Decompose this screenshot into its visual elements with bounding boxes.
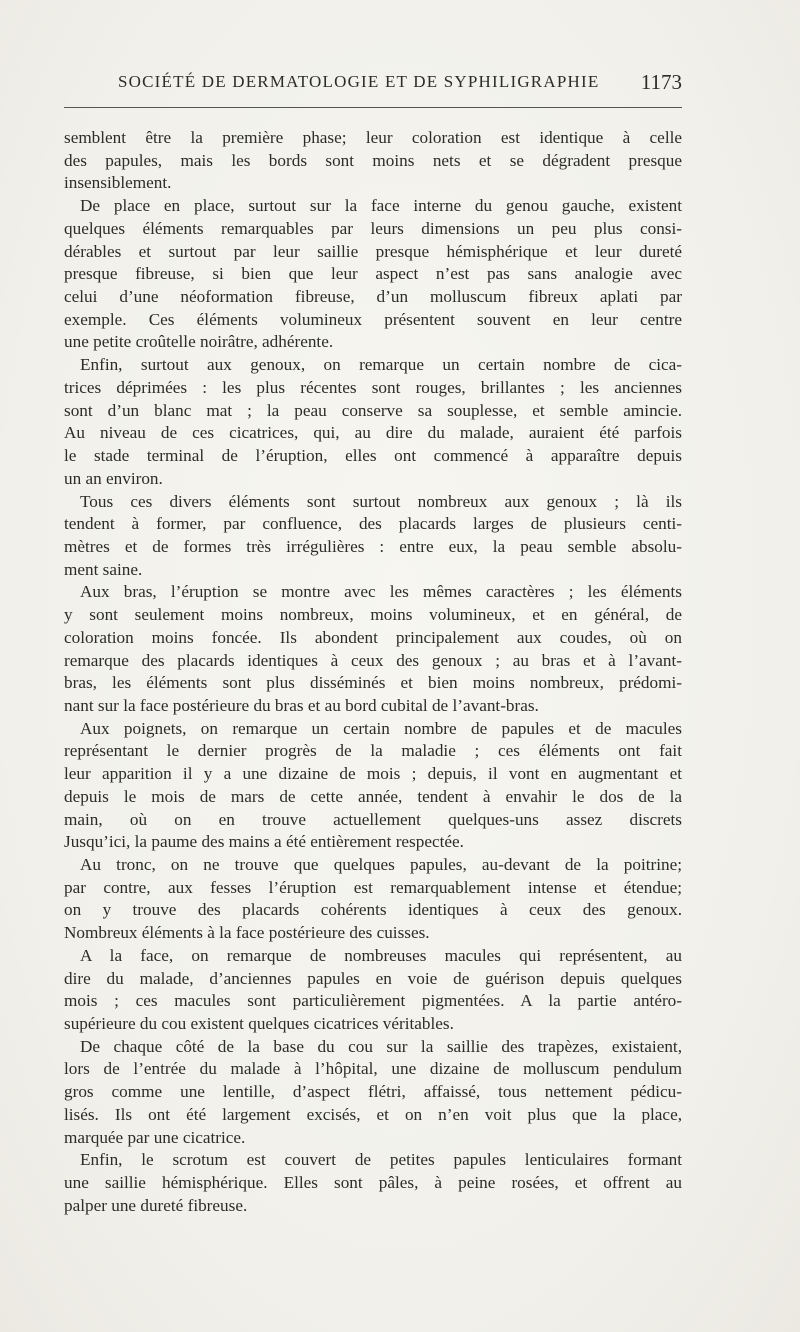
text-line: leur apparition il y a une dizaine de mois ; depuis, il vont en augmentant et [64,764,682,784]
text-line: Au niveau de ces cicatrices, qui, au dire du malade, auraient été parfois [64,423,682,443]
text-line: le stade terminal de l’éruption, elles ont commencé à apparaître depuis [64,446,682,466]
running-head [64,70,682,98]
text-line: Nombreux éléments à la face postérieure des cuisses. [64,923,430,943]
text-line: on y trouve des placards cohérents identiques à ceux des genoux. [64,900,682,920]
text-line: mètres et de formes très irrégulières : entre eux, la peau semble absolu- [64,536,682,556]
text-line: palper une dureté fibreuse. [64,1195,248,1215]
text-line: A la face, on remarque de nombreuses macules qui représentent, au [80,945,682,965]
text-line: Enfin, le scrotum est couvert de petites papules lenticulaires formant [80,1150,682,1170]
text-line: dire du malade, d’anciennes papules en voie de guérison depuis quelques [64,968,682,988]
text-line: sont d’un blanc mat ; la peau conserve sa souplesse, et semble amincie. [64,400,682,420]
text-line: main, où on en trouve actuellement quelques-uns assez discrets [64,809,682,829]
text-line: presque fibreuse, si bien que leur aspect n’est pas sans analogie avec [64,264,682,284]
text-line: gros comme une lentille, d’aspect flétri, affaissé, tous nettement pédicu- [64,1082,682,1102]
text-line: lors de l’entrée du malade à l’hôpital, une dizaine de molluscum pendulum [64,1059,682,1079]
text-line: Aux poignets, on remarque un certain nombre de papules et de macules [80,718,682,738]
text-line: coloration moins foncée. Ils abondent principalement aux coudes, où on [64,627,682,647]
text-line: mois ; ces macules sont particulièrement pigmentées. A la partie antéro- [64,991,682,1011]
text-line: depuis le mois de mars de cette année, tendent à envahir le dos de la [64,786,682,806]
text-line: Au tronc, on ne trouve que quelques papules, au-devant de la poitrine; [80,855,682,874]
text-line: semblent être la première phase; leur coloration est identique à celle [64,128,682,147]
text-line: une petite croûtelle noirâtre, adhérente. [64,332,334,352]
text-line: dérables et surtout par leur saillie presque hémisphérique et leur dureté [64,241,682,261]
text-line: une saillie hémisphérique. Elles sont pâles, à peine rosées, et offrent au [64,1173,682,1193]
text-line: des papules, mais les bords sont moins nets et se dégradent presque [64,150,682,170]
text-line: Aux bras, l’éruption se montre avec les mêmes caractères ; les éléments [80,582,682,602]
text-line: tendent à former, par confluence, des placards larges de plusieurs centi- [64,514,682,534]
text-line: lisés. Ils ont été largement excisés, et on n’en voit plus que la place, [64,1104,682,1124]
text-line: ment saine. [64,559,143,579]
text-line: trices déprimées : les plus récentes sont rouges, brillantes ; les anciennes [64,377,682,397]
text-line: insensiblement. [64,173,172,193]
text-line: remarque des placards identiques à ceux des genoux ; au bras et à l’avant- [64,650,682,670]
text-line: Jusqu’ici, la paume des mains a été entièrement respectée. [64,832,464,852]
text-line: celui d’une néoformation fibreuse, d’un molluscum fibreux aplati par [64,287,682,307]
text-line: marquée par une cicatrice. [64,1127,246,1147]
text-line: représentant le dernier progrès de la maladie ; ces éléments ont fait [64,741,682,761]
running-title: SOCIÉTÉ DE DERMATOLOGIE ET DE SYPHILIGRAPHIE [118,72,600,91]
text-line: nant sur la face postérieure du bras et au bord cubital de l’avant-bras. [64,695,539,715]
text-line: Tous ces divers éléments sont surtout nombreux aux genoux ; là ils [80,491,682,511]
body-text [64,127,682,1218]
text-line: Enfin, surtout aux genoux, on remarque un certain nombre de cica- [80,355,682,375]
text-line: y sont seulement moins nombreux, moins volumineux, et en général, de [64,605,682,625]
text-line: un an environ. [64,468,163,488]
text-line: De place en place, surtout sur la face interne du genou gauche, existent [80,196,682,216]
text-line: exemple. Ces éléments volumineux présentent souvent en leur centre [64,309,682,329]
header-rule [64,107,682,108]
text-line: par contre, aux fesses l’éruption est remarquablement intense et étendue; [64,877,682,897]
page-number: 1173 [640,70,682,94]
text-line: supérieure du cou existent quelques cicatrices véritables. [64,1014,454,1034]
text-line: bras, les éléments sont plus disséminés et bien moins nombreux, prédomi- [64,673,682,693]
text-line: quelques éléments remarquables par leurs dimensions un peu plus consi- [64,218,682,238]
text-line: De chaque côté de la base du cou sur la saillie des trapèzes, existaient, [80,1036,682,1056]
